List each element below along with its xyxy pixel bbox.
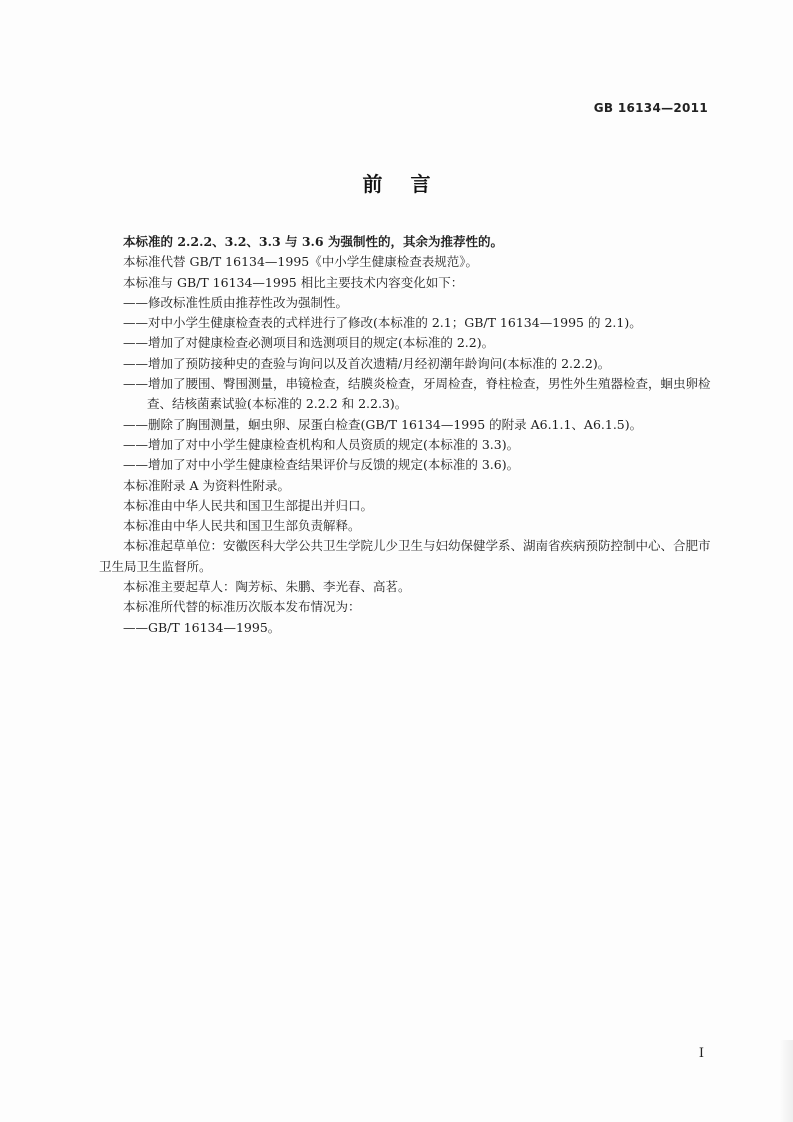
changes-intro: 本标准与 GB/T 16134—1995 相比主要技术内容变化如下： xyxy=(123,274,464,290)
change-item: ——对中小学生健康检查表的式样进行了修改(本标准的 2.1；GB/T 16134—1995 的 2.1)。 xyxy=(123,315,642,331)
replaces-statement: 本标准代替 GB/T 16134—1995《中小学生健康检查表规范》。 xyxy=(123,254,478,270)
change-item: ——增加了对中小学生健康检查结果评价与反馈的规定(本标准的 3.6)。 xyxy=(123,457,520,473)
mandatory-clause-statement: 本标准的 2.2.2、3.2、3.3 与 3.6 为强制性的，其余为推荐性的。 xyxy=(123,234,503,249)
change-item: ——增加了腰围、臀围测量，串镜检查，结膜炎检查，牙周检查，脊柱检查，男性外生殖器检查，蛔虫卵检查、结核菌素试验(本标准的 2.2.2 和 2.2.3)。 xyxy=(123,376,711,412)
change-item: ——增加了预防接种史的查验与询问以及首次遗精/月经初潮年龄询问(本标准的 2.2.2)。 xyxy=(123,355,611,371)
change-item: ——增加了对健康检查必测项目和选测项目的规定(本标准的 2.2)。 xyxy=(123,335,495,351)
main-drafters: 本标准主要起草人：陶芳标、朱鹏、李光春、高茗。 xyxy=(123,579,411,595)
appendix-note: 本标准附录 A 为资料性附录。 xyxy=(123,477,290,493)
history-item: ——GB/T 16134—1995。 xyxy=(123,619,281,635)
change-item: ——增加了对中小学生健康检查机构和人员资质的规定(本标准的 3.3)。 xyxy=(123,436,520,452)
foreword-body xyxy=(99,232,719,638)
standard-code: GB 16134—2011 xyxy=(593,101,708,115)
proposer-note: 本标准由中华人民共和国卫生部提出并归口。 xyxy=(123,497,374,513)
change-item: ——删除了胸围测量，蛔虫卵、尿蛋白检查(GB/T 16134—1995 的附录 A6.1.1、A6.1.5)。 xyxy=(123,416,643,432)
page-number: I xyxy=(698,1046,704,1061)
scan-edge-shadow xyxy=(779,1040,793,1122)
history-intro: 本标准所代替的标准历次版本发布情况为： xyxy=(123,599,361,615)
drafting-units: 本标准起草单位：安徽医科大学公共卫生学院儿少卫生与妇幼保健学系、湖南省疾病预防控制中心、合肥市卫生局卫生监督所。 xyxy=(99,538,711,574)
interpreter-note: 本标准由中华人民共和国卫生部负责解释。 xyxy=(123,518,361,534)
page-title: 前言 xyxy=(362,172,459,196)
change-item: ——修改标准性质由推荐性改为强制性。 xyxy=(123,294,349,310)
